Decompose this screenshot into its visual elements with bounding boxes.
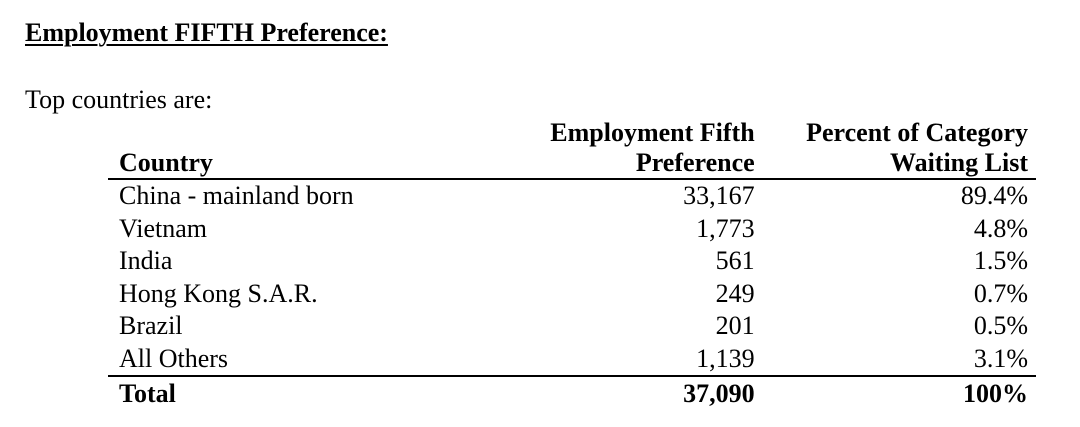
header-preference-line1: Employment Fifth [550,118,755,147]
table-body [108,179,1036,376]
header-preference-line2: Preference [635,148,755,177]
cell-country: Vietnam [119,213,207,243]
total-label: Total [119,379,176,408]
total-percent: 100% [963,379,1028,408]
cell-country: China - mainland born [119,181,354,210]
table-row [108,343,1036,377]
cell-count: 1,139 [696,343,755,373]
cell-count: 201 [715,311,755,340]
cell-percent: 4.8% [973,213,1028,243]
cell-percent: 0.7% [973,278,1028,308]
table-row [108,310,1036,343]
cell-percent: 1.5% [973,246,1028,275]
header-percent-line1: Percent of Category [806,118,1028,147]
total-count: 37,090 [683,379,755,408]
countries-table [108,118,1036,410]
cell-country: Brazil [119,311,183,340]
table-row [108,278,1036,311]
cell-count: 33,167 [683,181,755,210]
cell-country: Hong Kong S.A.R. [119,278,318,308]
table-row [108,179,1036,213]
intro-text: Top countries are: [25,85,213,114]
cell-percent: 0.5% [973,311,1028,340]
section-heading: Employment FIFTH Preference: [25,18,388,47]
table-row [108,245,1036,278]
header-row [108,118,1036,179]
cell-count: 561 [715,246,755,275]
cell-percent: 89.4% [960,181,1028,210]
table-header [108,118,1036,179]
header-percent [763,118,1036,179]
cell-percent: 3.1% [973,343,1028,373]
cell-count: 1,773 [696,213,755,243]
cell-country: India [119,246,173,275]
cell-count: 249 [715,278,755,308]
total-row [108,376,1036,410]
header-country: Country [119,148,213,177]
header-percent-line2: Waiting List [890,148,1028,177]
header-preference [511,118,763,179]
cell-country: All Others [119,343,229,373]
table-row [108,213,1036,246]
table-footer [108,376,1036,410]
